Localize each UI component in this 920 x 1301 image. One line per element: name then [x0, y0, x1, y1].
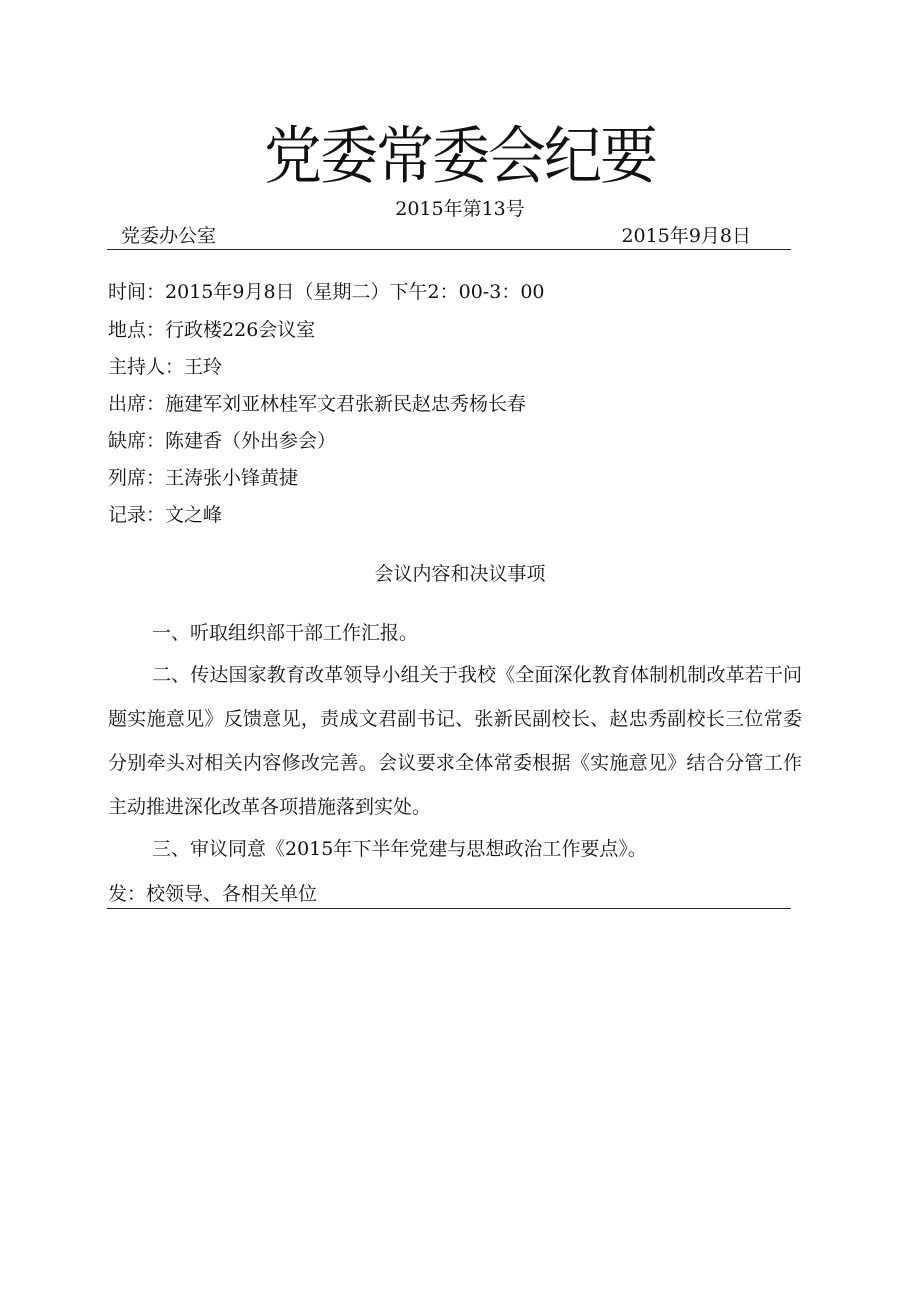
- distribution-line: [108, 881, 808, 907]
- meeting-absent-value: 陈建香（外出参会）: [165, 430, 337, 452]
- meeting-observers: [108, 465, 808, 491]
- agenda-item-1: 一、听取组织部干部工作汇报。: [152, 622, 419, 644]
- meeting-absent: [108, 428, 808, 454]
- meeting-observers-value: 王涛张小锋黄捷: [165, 467, 299, 489]
- meeting-attendees-label: 出席：: [108, 393, 166, 415]
- meeting-time-value: 2015年9月8日（星期二）下午2：00-3：00: [165, 281, 545, 303]
- meeting-attendees-value: 施建军刘亚林桂军文君张新民赵忠秀杨长春: [165, 393, 527, 415]
- meeting-time-label: 时间：: [108, 281, 166, 303]
- issuer: 党委办公室: [121, 225, 217, 247]
- meeting-host-label: 主持人：: [108, 356, 185, 378]
- header-row: [107, 223, 791, 249]
- agenda-item-3: 三、审议同意《2015年下半年党建与思想政治工作要点》。: [152, 838, 647, 860]
- document-title: 党委常委会纪要: [263, 119, 656, 193]
- meeting-observers-label: 列席：: [108, 467, 166, 489]
- distribution-value: 校领导、各相关单位: [146, 883, 318, 905]
- header-divider: [107, 249, 791, 250]
- meeting-recorder: [108, 502, 808, 528]
- section-title: 会议内容和决议事项: [374, 563, 546, 585]
- footer-divider: [107, 908, 791, 909]
- meeting-host-value: 王玲: [184, 356, 223, 378]
- meeting-host: [108, 354, 808, 380]
- meeting-location: [108, 317, 808, 343]
- meeting-absent-label: 缺席：: [108, 430, 166, 452]
- meeting-location-label: 地点：: [108, 319, 166, 341]
- issue-number: 2015年第13号: [395, 198, 525, 220]
- meeting-attendees: [108, 391, 808, 417]
- meeting-recorder-label: 记录：: [108, 504, 166, 526]
- meeting-location-value: 行政楼226会议室: [165, 319, 316, 341]
- issue-date: 2015年9月8日: [621, 225, 751, 247]
- meeting-recorder-value: 文之峰: [165, 504, 223, 526]
- agenda-item-2: 二、传达国家教育改革领导小组关于我校《全面深化教育体制机制改革若干问题实施意见》反馈意见，责成文君副书记、张新民副校长、赵忠秀副校长三位常委分别牵头对相关内容修改完善。会议要求全体常委根据《实施意见》结合分管工作主动推进深化改革各项措施落到实处。: [108, 664, 802, 818]
- meeting-time: [108, 279, 808, 305]
- distribution-label: 发：: [108, 883, 147, 905]
